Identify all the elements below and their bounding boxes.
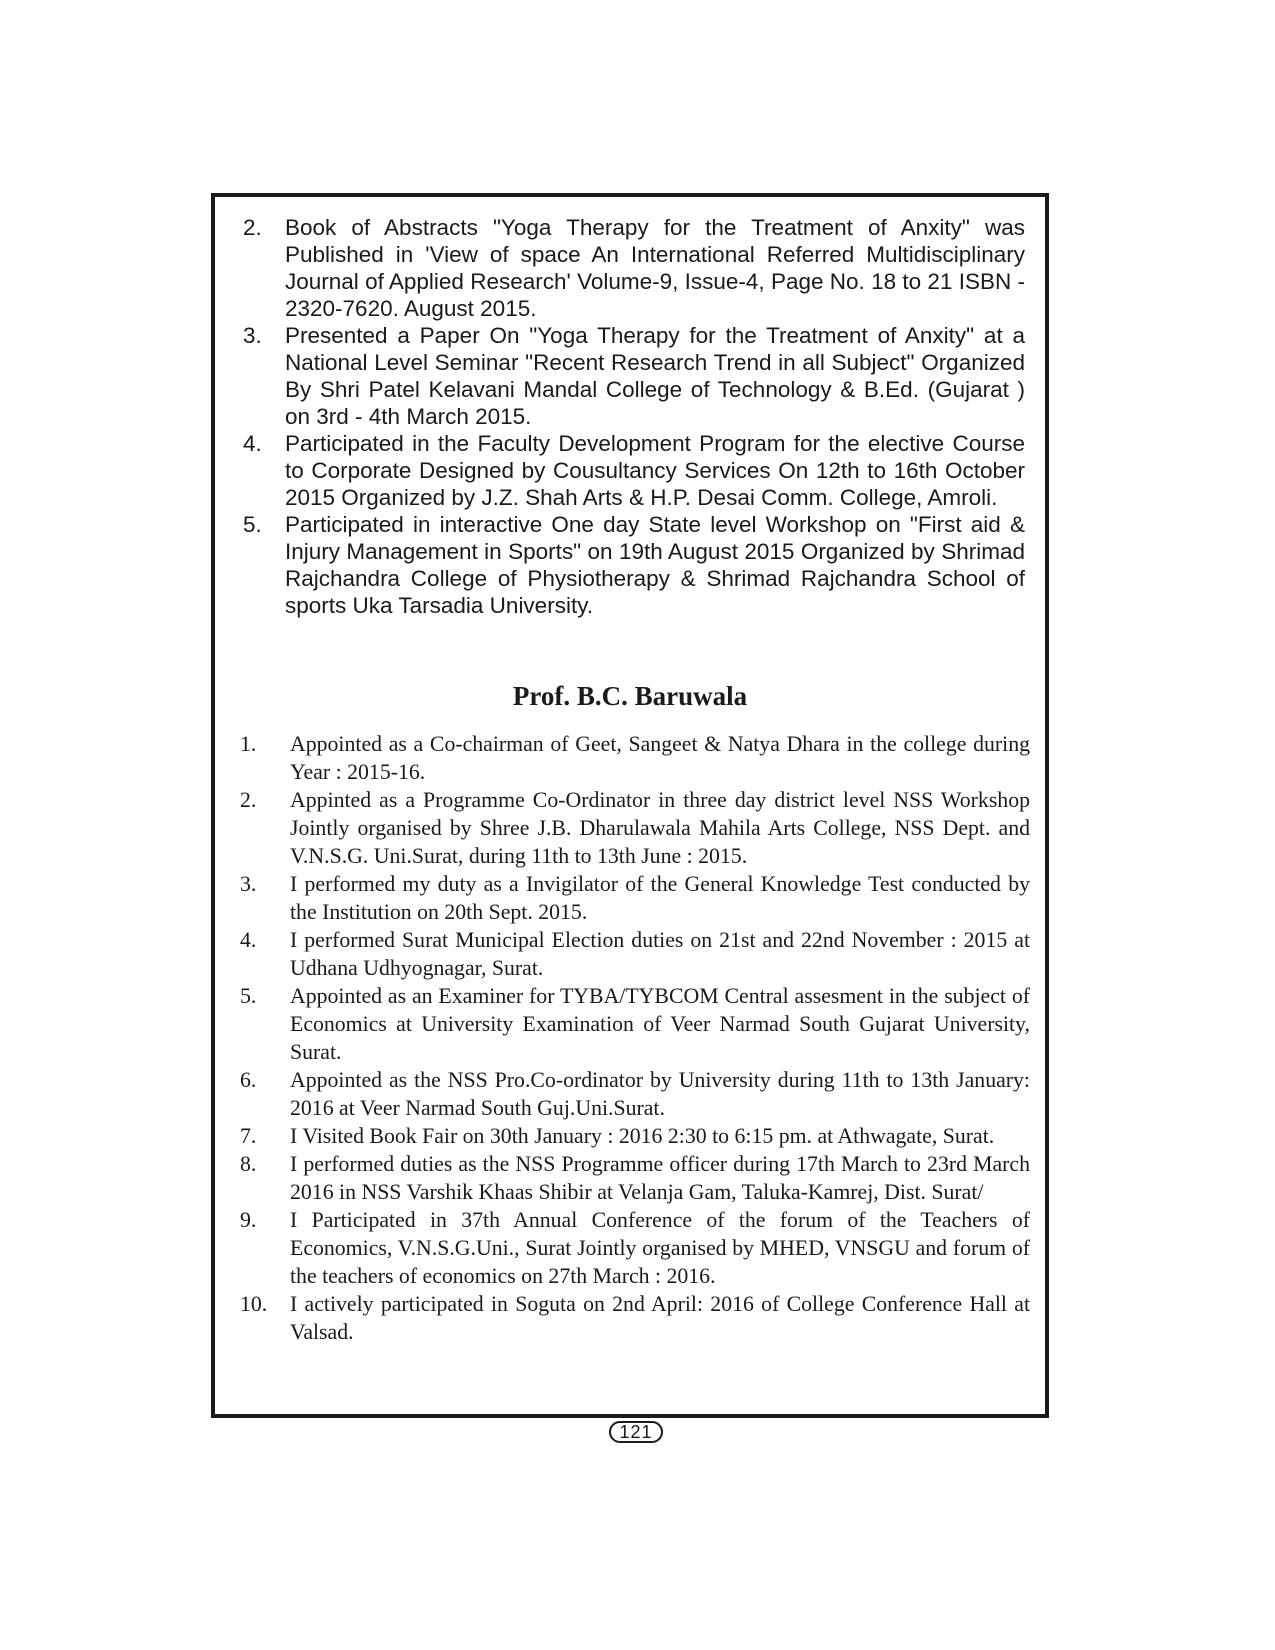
item-text: Appinted as a Programme Co-Ordinator in three day district level NSS Workshop Jointly organised by Shree J.B. Dharulawala Mahila Arts College, NSS Dept. and V.N.S.G. Uni.Surat, during 11th to 13th June : 2015. — [290, 788, 1030, 868]
list-item — [240, 214, 1025, 322]
item-number: 1. — [240, 732, 257, 756]
list-item — [240, 511, 1025, 619]
item-number: 5. — [243, 512, 262, 537]
list-item — [240, 1206, 1030, 1290]
list-item — [240, 322, 1025, 430]
achievements-list-previous-faculty — [240, 214, 1025, 619]
list-item — [240, 926, 1030, 982]
item-text: Participated in interactive One day State level Workshop on "First aid & Injury Management in Sports" on 19th August 2015 Organized by Shrimad Rajchandra College of Physiotherapy & Shrimad Rajchandra School of sports Uka Tarsadia University. — [285, 512, 1025, 618]
item-text: Appointed as the NSS Pro.Co-ordinator by University during 11th to 13th January: 2016 at Veer Narmad South Guj.Uni.Surat. — [290, 1068, 1030, 1120]
faculty-name-heading: Prof. B.C. Baruwala — [512, 681, 748, 711]
list-item — [240, 1150, 1030, 1206]
item-number: 4. — [243, 431, 262, 456]
item-number: 4. — [240, 928, 257, 952]
item-text: Book of Abstracts "Yoga Therapy for the Treatment of Anxity" was Published in 'View of space An International Referred Multidisciplinary Journal of Applied Research' Volume-9, Issue-4, Page No. 18 to 21 ISBN - 2320-7620. August 2015. — [285, 215, 1025, 321]
item-text: I performed my duty as a Invigilator of the General Knowledge Test conducted by the Institution on 20th Sept. 2015. — [290, 872, 1030, 924]
item-text: I Participated in 37th Annual Conference of the forum of the Teachers of Economics, V.N.S.G.Uni., Surat Jointly organised by MHED, VNSGU and forum of the teachers of economics on 27th March : 2016. — [290, 1208, 1030, 1288]
item-number: 2. — [240, 788, 257, 812]
list-item — [240, 430, 1025, 511]
item-text: Participated in the Faculty Development Program for the elective Course to Corporate Designed by Cousultancy Services On 12th to 16th October 2015 Organized by J.Z. Shah Arts & H.P. Desai Comm. College, Amroli. — [285, 431, 1025, 510]
list-item — [240, 1290, 1030, 1346]
achievements-list-baruwala — [240, 730, 1030, 1346]
item-text: Appointed as a Co-chairman of Geet, Sangeet & Natya Dhara in the college during Year : 2015-16. — [290, 732, 1030, 784]
item-text: I actively participated in Soguta on 2nd April: 2016 of College Conference Hall at Valsad. — [290, 1292, 1030, 1344]
item-text: Appointed as an Examiner for TYBA/TYBCOM Central assesment in the subject of Economics at University Examination of Veer Narmad South Gujarat University, Surat. — [290, 984, 1030, 1064]
item-number: 7. — [240, 1124, 257, 1148]
item-text: I performed Surat Municipal Election duties on 21st and 22nd November : 2015 at Udhana Udhyognagar, Surat. — [290, 928, 1030, 980]
list-item — [240, 870, 1030, 926]
item-number: 9. — [240, 1208, 257, 1232]
item-number: 5. — [240, 984, 257, 1008]
item-text: Presented a Paper On "Yoga Therapy for the Treatment of Anxity" at a National Level Seminar "Recent Research Trend in all Subject" Organized By Shri Patel Kelavani Mandal College of Technology & B.Ed. (Gujarat ) on 3rd - 4th March 2015. — [285, 323, 1025, 429]
list-item — [240, 730, 1030, 786]
list-item — [240, 982, 1030, 1066]
item-text: I Visited Book Fair on 30th January : 2016 2:30 to 6:15 pm. at Athwagate, Surat. — [290, 1124, 995, 1148]
item-number: 8. — [240, 1152, 257, 1176]
item-number: 3. — [240, 872, 257, 896]
list-item — [240, 786, 1030, 870]
item-number: 6. — [240, 1068, 257, 1092]
page-number: 121 — [609, 1421, 663, 1443]
item-text: I performed duties as the NSS Programme officer during 17th March to 23rd March 2016 in NSS Varshik Khaas Shibir at Velanja Gam, Taluka-Kamrej, Dist. Surat/ — [290, 1152, 1030, 1204]
list-item — [240, 1122, 1030, 1150]
list-item — [240, 1066, 1030, 1122]
item-number: 3. — [243, 323, 262, 348]
item-number: 10. — [240, 1292, 268, 1316]
item-number: 2. — [243, 215, 262, 240]
